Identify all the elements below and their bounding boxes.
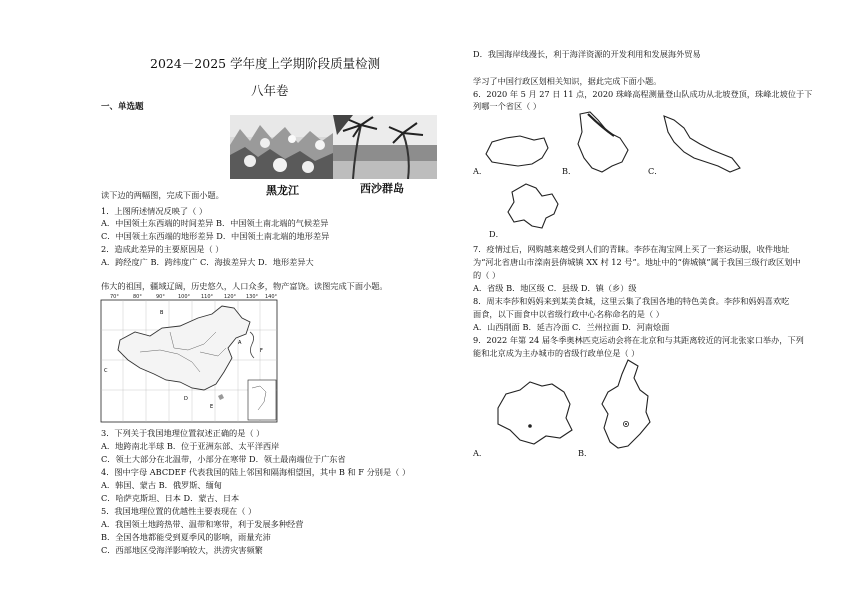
q1-stem: 1．上图所述情况反映了（ ） (101, 206, 208, 216)
intro-text: 读下边的两幅图，完成下面小题。 (101, 190, 224, 200)
exam-subtitle: 八年卷 (251, 83, 289, 98)
q6-stem-line1: 6．2020 年 5 月 27 日 11 点，2020 珠峰高程测量登山队成功从北坡登顶，珠峰北坡位于下 (473, 89, 813, 99)
q8-stem-line1: 8．周末李莎和妈妈来到某美食城，这里云集了我国各地的特色美食。李莎和妈妈喜欢吃 (473, 296, 790, 306)
longitude-label: 90° (156, 294, 165, 300)
q4-options-cd: C．哈萨克斯坦、日本 D．蒙古、日本 (101, 493, 240, 503)
intro-text-2: 伟大的祖国，疆域辽阔，历史悠久，人口众多，物产富饶。读图完成下面小题。 (101, 281, 388, 291)
svg-text:B: B (160, 310, 164, 316)
longitude-label: 70° (110, 294, 119, 300)
exam-title: 2024－2025 学年度上学期阶段质量检测 (150, 56, 381, 71)
caption-heilongjiang: 黑龙江 (266, 184, 299, 197)
q8-stem-line2: 面食，以下面食中以省级行政中心名称命名的是（ ） (473, 309, 664, 319)
q4-stem: 4．图中字母 ABCDEF 代表我国的陆上邻国和隔海相望国，其中 B 和 F 分别是（ ） (101, 467, 411, 477)
q6-label-c: C． (648, 166, 663, 176)
q7-options: A．省级 B．地区级 C．县级 D．镇（乡）级 (473, 283, 637, 293)
intro-text-3: 学习了中国行政区划相关知识，据此完成下面小题。 (473, 76, 662, 86)
q3-options-ab: A．地跨南北半球 B．位于亚洲东部、太平洋西岸 (101, 441, 280, 451)
q7-stem-line1: 7．疫情过后，网购越来越受到人们的青睐。李莎在淘宝网上买了一套运动服，收件地址 (473, 244, 790, 254)
svg-text:C: C (104, 368, 108, 374)
svg-text:A: A (238, 340, 242, 346)
section-heading: 一、单选题 (101, 102, 144, 112)
svg-text:F: F (260, 348, 263, 354)
longitude-label: 120° (224, 294, 237, 300)
longitude-label: 140° (265, 294, 278, 300)
q1-options-ab: A．中国领土东西端的时间差异 B．中国领土南北端的气候差异 (101, 218, 329, 228)
q9-label-b: B． (578, 448, 593, 458)
q6-label-b: B． (562, 166, 577, 176)
province-shape-b (572, 110, 634, 178)
province-shape-c (660, 112, 748, 176)
longitude-label: 100° (178, 294, 191, 300)
q5-stem: 5．我国地理位置的优越性主要表现在（ ） (101, 506, 257, 516)
q3-options-cd: C．领土大部分在北温带，小部分在寒带 D．领土最南端位于广东省 (101, 454, 346, 464)
xisha-photo (333, 115, 437, 179)
q9-stem-line1: 9．2022 年第 24 届冬季奥林匹克运动会将在北京和与其距离较近的河北张家口举办，下列 (473, 335, 804, 345)
q5-option-c: C．西部地区受海洋影响较大，洪涝灾害频繁 (101, 545, 263, 555)
province-shape-9b (598, 356, 656, 452)
province-shape-9a (490, 378, 580, 450)
q9-label-a: A． (473, 448, 488, 458)
svg-text:E: E (210, 404, 214, 410)
china-map (100, 292, 278, 424)
q4-options-ab: A．韩国、蒙古 B．俄罗斯、缅甸 (101, 480, 222, 490)
q2-options: A．跨经度广 B．跨纬度广 C．海拔差异大 D．地形差异大 (101, 257, 314, 267)
heilongjiang-photo (230, 115, 333, 179)
q7-stem-line2: 为“河北省唐山市滦南县倴城镇 XX 村 12 号”。地址中的“倴城镇”属于我国三级行政区划中 (473, 257, 801, 267)
q6-label-a: A． (473, 166, 488, 176)
svg-text:D: D (184, 396, 188, 402)
q3-stem: 3．下列关于我国地理位置叙述正确的是（ ） (101, 428, 265, 438)
longitude-label: 110° (201, 294, 214, 300)
q5-option-a: A．我国领土地跨热带、温带和寒带，利于发展多种经营 (101, 519, 304, 529)
province-shape-a (482, 128, 552, 172)
q7-stem-line3: 的（ ） (473, 270, 501, 280)
q8-options: A．山西削面 B．延吉冷面 C．兰州拉面 D．河南烩面 (473, 322, 670, 332)
caption-xisha: 西沙群岛 (360, 182, 404, 195)
q1-options-cd: C．中国领土东西端的地形差异 D．中国领土南北端的地形差异 (101, 231, 330, 241)
longitude-label: 80° (133, 294, 142, 300)
q6-label-d: D． (489, 229, 504, 239)
q9-stem-line2: 能和北京成为主办城市的省级行政单位是（ ） (473, 348, 640, 358)
q2-stem: 2．造成此差异的主要原因是（ ） (101, 244, 224, 254)
province-shape-d (504, 182, 564, 232)
q5-option-b: B．全国各地都能受到夏季风的影响，雨量充沛 (101, 532, 271, 542)
longitude-label: 130° (246, 294, 259, 300)
q5-option-d: D．我国海岸线漫长，利于海洋资源的开发利用和发展海外贸易 (473, 49, 701, 59)
q6-stem-line2: 列哪一个省区（ ） (473, 101, 542, 111)
